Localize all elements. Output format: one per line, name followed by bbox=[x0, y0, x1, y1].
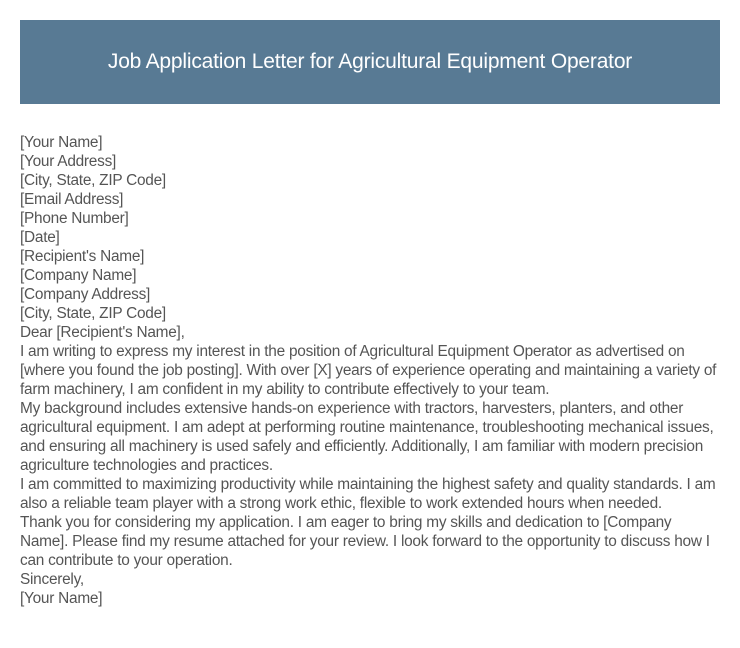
signature: [Your Name] bbox=[20, 590, 103, 607]
recipient-address: [Company Address] bbox=[20, 286, 151, 303]
sender-address: [Your Address] bbox=[20, 153, 117, 170]
recipient-company: [Company Name] bbox=[20, 267, 137, 284]
page-title: Job Application Letter for Agricultural Equipment Operator bbox=[107, 50, 633, 73]
sender-phone: [Phone Number] bbox=[20, 210, 129, 227]
sender-name: [Your Name] bbox=[20, 134, 103, 151]
closing: Sincerely, bbox=[20, 571, 84, 588]
title-banner bbox=[20, 20, 720, 104]
letter-date: [Date] bbox=[20, 229, 60, 246]
paragraph-experience: My background includes extensive hands-on experience with tractors, harvesters, planters, and other agricultural equipment. I am adept at performing routine maintenance, troubleshooting mechanical issues, and ensuring all machinery is used safely and efficiently. Additionally, I am familiar with modern precision agriculture technologies and practices. bbox=[20, 400, 714, 474]
salutation: Dear [Recipient's Name], bbox=[20, 324, 185, 341]
paragraph-intro: I am writing to express my interest in the position of Agricultural Equipment Operator as advertised on [where you found the job posting]. With over [X] years of experience operating and maintaining a variety of farm machinery, I am confident in my ability to contribute effectively to your team. bbox=[20, 343, 717, 398]
sender-city-state-zip: [City, State, ZIP Code] bbox=[20, 172, 166, 189]
recipient-name: [Recipient's Name] bbox=[20, 248, 145, 265]
letter-body bbox=[20, 133, 722, 608]
recipient-city-state-zip: [City, State, ZIP Code] bbox=[20, 305, 166, 322]
sender-email: [Email Address] bbox=[20, 191, 124, 208]
paragraph-commitment: I am committed to maximizing productivity while maintaining the highest safety and quality standards. I am also a reliable team player with a strong work ethic, flexible to work extended hours when needed. bbox=[20, 476, 716, 512]
paragraph-closing: Thank you for considering my application. I am eager to bring my skills and dedication to [Company Name]. Please find my resume attached for your review. I look forward to the opportunity to discuss how I can contribute to your operation. bbox=[20, 514, 710, 569]
